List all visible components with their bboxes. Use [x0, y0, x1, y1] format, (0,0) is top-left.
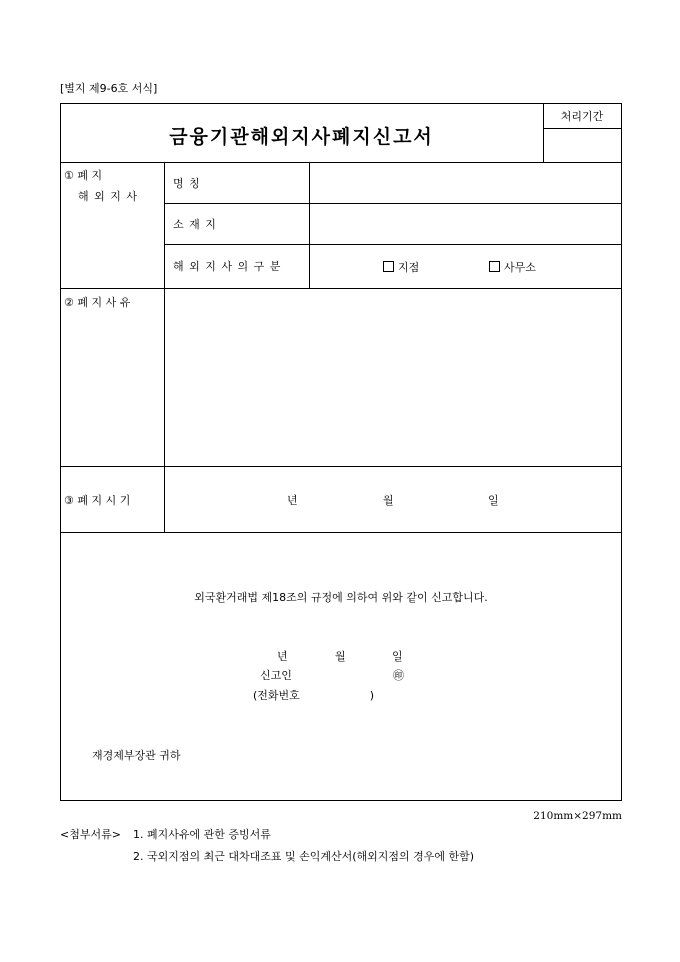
form-number-label: [별지 제9-6호 서식]	[60, 82, 158, 95]
option-office[interactable]	[489, 261, 536, 273]
declaration-month-label: 월	[335, 650, 346, 663]
col-divider	[164, 162, 165, 533]
closure-reason-field[interactable]	[170, 297, 616, 461]
declaration-text: 외국환거래법 제18조의 규정에 의하여 위와 같이 신고합니다.	[194, 591, 488, 604]
row-divider	[60, 532, 622, 533]
closure-day-label: 일	[488, 494, 499, 507]
table-border-right	[621, 103, 622, 801]
form-title: 금융기관해외지사폐지신고서	[169, 126, 434, 148]
row-divider	[164, 203, 622, 204]
processing-period-label: 처리기간	[560, 110, 604, 123]
section2-label: ② 폐 지 사 유	[64, 296, 131, 309]
row-divider	[164, 244, 622, 245]
section3-label: ③ 폐 지 시 기	[64, 494, 131, 507]
declaration-year-label: 년	[277, 650, 288, 663]
declaration-day-label: 일	[392, 650, 403, 663]
attachment-item-1: 1. 폐지사유에 관한 증빙서류	[133, 828, 271, 841]
row-divider	[60, 288, 622, 289]
closure-month-label: 월	[383, 494, 394, 507]
table-border-bottom	[60, 800, 622, 801]
branch-location-field[interactable]	[316, 219, 616, 233]
attachments-label: <첨부서류>	[60, 828, 121, 841]
paper-size-label: 210mm×297mm	[533, 810, 622, 822]
declarant-label: 신고인	[260, 669, 292, 682]
row-divider	[60, 466, 622, 467]
option-branch-label: 지점	[398, 261, 420, 274]
attachment-item-2: 2. 국외지점의 최근 대차대조표 및 손익계산서(해외지점의 경우에 한함)	[133, 850, 475, 863]
checkbox-branch[interactable]	[383, 261, 394, 272]
option-branch[interactable]	[383, 261, 419, 273]
checkbox-office[interactable]	[489, 261, 500, 272]
row-divider	[60, 162, 622, 163]
option-office-label: 사무소	[504, 261, 536, 274]
table-border-top	[60, 103, 622, 104]
closure-year-label: 년	[287, 494, 298, 507]
row-divider	[543, 128, 622, 129]
branch-name-field[interactable]	[316, 178, 616, 192]
table-border-left	[60, 103, 61, 801]
phone-label: (전화번호 )	[253, 689, 375, 702]
section1-label-line1: ① 폐 지	[64, 169, 103, 182]
col-divider	[309, 162, 310, 289]
branch-location-label: 소 재 지	[173, 218, 217, 231]
branch-type-label: 해 외 지 사 의 구 분	[173, 260, 282, 273]
section1-label-line2: 해 외 지 사	[78, 190, 138, 203]
seal-mark: ㊞	[393, 669, 404, 682]
branch-name-label: 명 칭	[173, 177, 201, 190]
recipient-label: 재경제부장관 귀하	[92, 749, 181, 762]
processing-period-value[interactable]	[543, 140, 621, 154]
